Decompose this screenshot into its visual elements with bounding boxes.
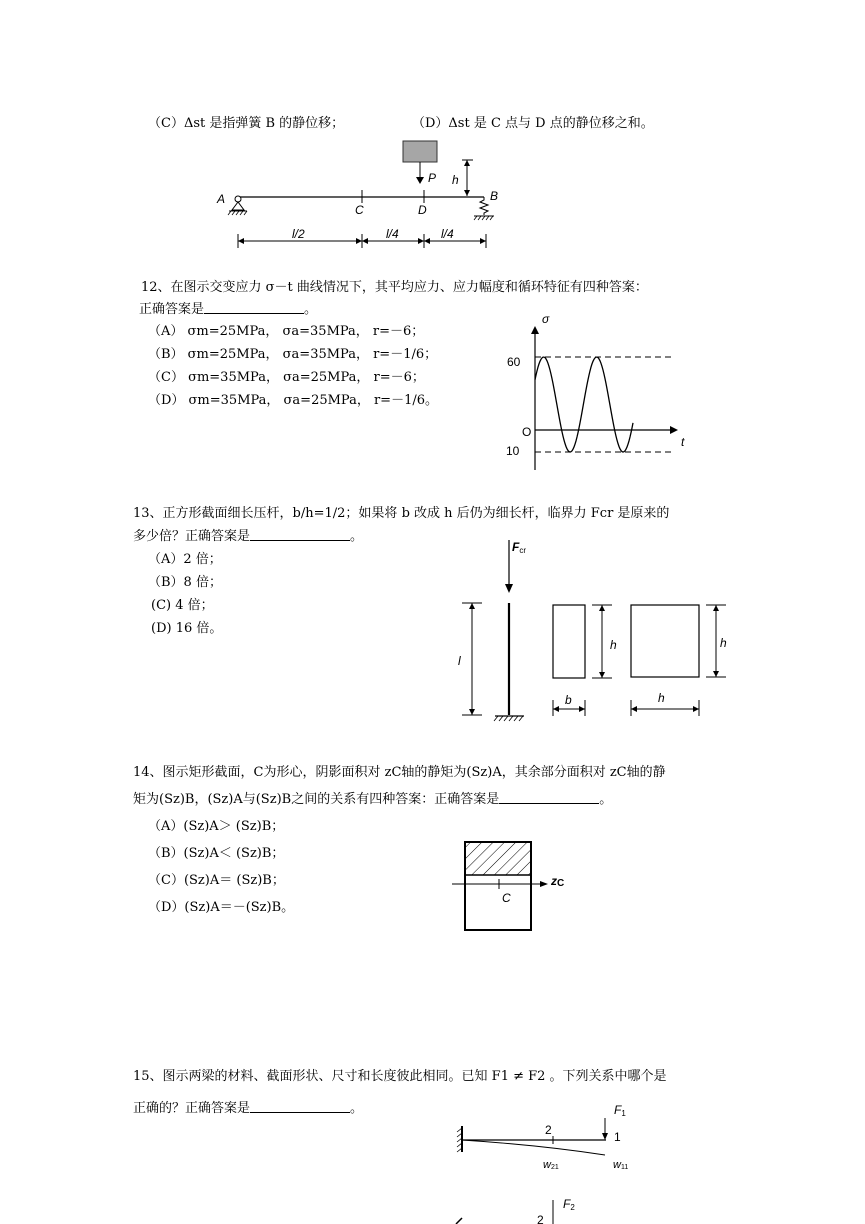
q12-label-sigma: σ [542, 312, 550, 326]
q14-option-b-text: （B）(Sz)A＜ (Sz)B； [148, 846, 285, 861]
q15-beam1-deflection [462, 1140, 605, 1155]
q15-label-n2b: 2 [537, 1213, 544, 1224]
q12-line2-text: 正确答案是 [139, 302, 205, 317]
q11-dim-l4b: l/4 [441, 227, 454, 241]
q13-option-b-text: （B）8 倍； [148, 575, 222, 590]
q13-label-h3: h [720, 636, 727, 650]
q12-option-a-text: （A） σm=25MPa， σa=35MPa， r=－6； [148, 324, 425, 339]
q14-label-c: C [502, 891, 511, 905]
q13-line1-text: 13、正方形截面细长压杆，b/h=1/2；如果将 b 改成 h 后仍为细长杆，临界力 Fcr 是原来的 [133, 506, 670, 521]
q13-option-a-text: （A）2 倍； [148, 552, 222, 567]
q15-line2-end: 。 [350, 1101, 364, 1116]
q12-line2-end: 。 [304, 302, 318, 317]
q15-line1-text: 15、图示两梁的材料、截面形状、尺寸和长度彼此相同。已知 F1 ≠ F2 。下列关系中哪个是 [133, 1069, 667, 1084]
q11-label-b: B [490, 189, 499, 203]
q14-line1-text: 14、图示矩形截面，C为形心，阴影面积对 zC轴的静矩为(Sz)A，其余部分面积对 zC轴的静 [133, 765, 666, 780]
q13-label-h1: h [610, 638, 617, 652]
q12-label-t: t [681, 435, 685, 449]
q11-label-a: A [217, 192, 226, 206]
q12-option-b-text: （B） σm=25MPa， σa=35MPa， r=－1/6； [148, 347, 438, 362]
q13-label-h2: h [658, 691, 665, 705]
q15-label-w11: w11 [613, 1159, 629, 1171]
q14-option-a-text: （A）(Sz)A＞ (Sz)B； [148, 819, 285, 834]
q11-label-h: h [452, 173, 459, 187]
q13-label-l: l [458, 654, 461, 668]
q11-option-c-text: （C）Δst 是指弹簧 B 的静位移； [148, 116, 345, 131]
q12-line1-text: 12、在图示交变应力 σ－t 曲线情况下，其平均应力、应力幅度和循环特征有四种答案： [141, 280, 648, 295]
q15-label-n1: 1 [614, 1130, 621, 1144]
q15-line2-text: 正确的？正确答案是 [133, 1101, 251, 1116]
q13-label-fcr: Fcr [512, 540, 527, 555]
q12-option-c-text: （C） σm=35MPa， σa=25MPa， r=－6； [148, 370, 425, 385]
q13-line2-text: 多少倍？正确答案是 [133, 529, 251, 544]
q13-line2-end: 。 [350, 529, 364, 544]
q15-label-n2: 2 [545, 1123, 552, 1137]
q15-label-f1: F1 [614, 1103, 626, 1118]
q14-label-zc: zC [551, 874, 565, 889]
q11-dim-l2: l/2 [292, 227, 305, 241]
q13-label-b: b [565, 693, 572, 707]
q13-option-d-text: (D) 16 倍。 [151, 621, 223, 636]
q13-option-c-text: (C) 4 倍； [151, 598, 214, 613]
q12-label-10: 10 [506, 444, 520, 458]
q11-option-d-text: （D）Δst 是 C 点与 D 点的静位移之和。 [412, 116, 654, 131]
q14-option-c-text: （C）(Sz)A＝ (Sz)B； [148, 873, 285, 888]
q14-line2-text: 矩为(Sz)B，(Sz)A与(Sz)B之间的关系有四种答案：正确答案是 [133, 792, 500, 807]
q12-label-o: O [522, 425, 532, 439]
q15-label-f2: F2 [563, 1197, 575, 1212]
q12-label-60: 60 [507, 355, 521, 369]
q14-option-d-text: （D）(Sz)A＝－(Sz)B。 [148, 900, 295, 915]
q15-label-w21: w21 [543, 1159, 559, 1171]
q11-label-d: D [418, 203, 427, 217]
q14-line2-end: 。 [599, 792, 613, 807]
q12-option-d-text: （D） σm=35MPa， σa=25MPa， r=－1/6。 [148, 393, 438, 408]
q11-dim-l4a: l/4 [386, 227, 399, 241]
q11-label-p: P [428, 171, 437, 185]
q11-label-c: C [355, 203, 364, 217]
